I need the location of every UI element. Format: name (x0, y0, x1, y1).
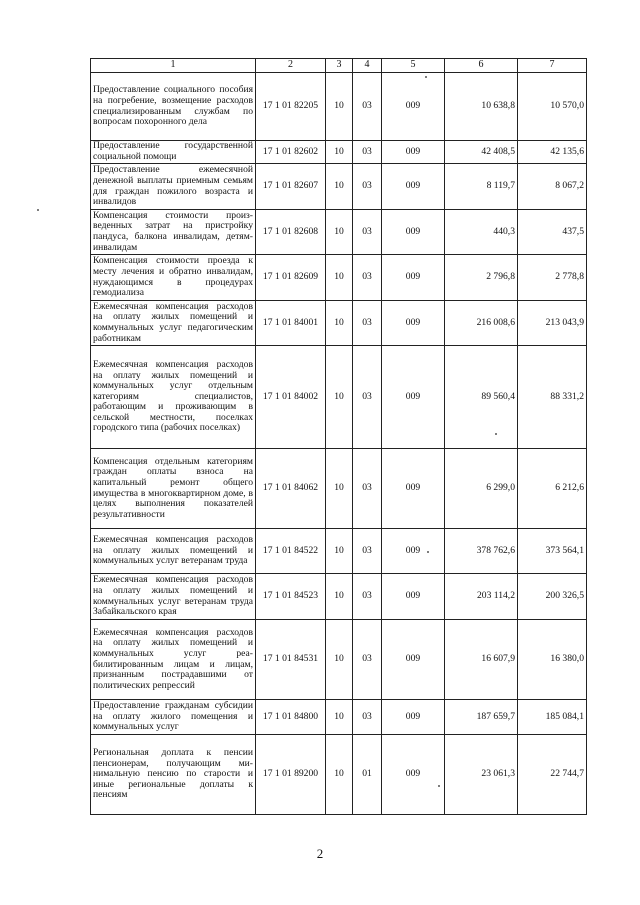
row-amount-cell: 203 114,2 (445, 574, 518, 620)
table-row (91, 141, 587, 164)
row-section-cell: 10 (326, 529, 353, 574)
scan-speck (425, 76, 427, 78)
row-section-cell: 10 (326, 346, 353, 449)
row-amount-cell: 216 008,6 (445, 301, 518, 346)
row-section-cell: 10 (326, 255, 353, 301)
scan-speck (37, 209, 39, 211)
row-section-cell: 10 (326, 73, 353, 141)
row-name-cell: Предоставление государственной социальной помощи (91, 141, 256, 164)
row-code-cell: 17 1 01 82205 (256, 73, 326, 141)
row-amount-cell: 187 659,7 (445, 700, 518, 735)
row-subsection-cell: 03 (353, 301, 382, 346)
row-code-cell: 17 1 01 84062 (256, 449, 326, 529)
row-expense-type-cell: 009 (382, 210, 445, 255)
row-amount-cell: 10 638,8 (445, 73, 518, 141)
row-code-cell: 17 1 01 82602 (256, 141, 326, 164)
table-row (91, 73, 587, 141)
row-amount-alt-cell: 16 380,0 (518, 620, 587, 700)
row-name-cell: Компенсация стоимости произведенных затрат на пристройку пандуса, балкона инвалидам, детям-инвалидам (91, 210, 256, 255)
table-row (91, 255, 587, 301)
column-header-2: 2 (256, 59, 326, 73)
column-header-4: 4 (353, 59, 382, 73)
row-subsection-cell: 01 (353, 735, 382, 815)
row-amount-alt-cell: 6 212,6 (518, 449, 587, 529)
column-header-3: 3 (326, 59, 353, 73)
row-amount-alt-cell: 88 331,2 (518, 346, 587, 449)
table-row (91, 529, 587, 574)
budget-table (90, 58, 587, 815)
scan-speck (427, 551, 429, 553)
row-section-cell: 10 (326, 449, 353, 529)
row-name-cell: Компенсация стоимости проезда к месту лечения и обратно инвалидам, нуждающимся в процедурах гемодиализа (91, 255, 256, 301)
table-row (91, 574, 587, 620)
row-amount-alt-cell: 213 043,9 (518, 301, 587, 346)
row-section-cell: 10 (326, 700, 353, 735)
row-expense-type-cell: 009 (382, 735, 445, 815)
row-section-cell: 10 (326, 735, 353, 815)
row-name-cell: Региональная доплата к пенсии пенсионерам, получающим минимальную пенсию по старости и иные региональные доплаты к пенсиям (91, 735, 256, 815)
row-name-cell: Ежемесячная компенсация расходов на оплату жилых помещений и коммунальных услуг педагогическим работникам (91, 301, 256, 346)
row-amount-cell: 8 119,7 (445, 164, 518, 210)
row-amount-cell: 89 560,4 (445, 346, 518, 449)
row-code-cell: 17 1 01 84002 (256, 346, 326, 449)
row-name-cell: Предоставление гражданам субсидии на оплату жилого помещения и коммунальных услуг (91, 700, 256, 735)
table-row (91, 210, 587, 255)
scan-speck (495, 433, 497, 435)
row-expense-type-cell: 009 (382, 449, 445, 529)
row-amount-alt-cell: 200 326,5 (518, 574, 587, 620)
row-expense-type-cell: 009 (382, 255, 445, 301)
row-section-cell: 10 (326, 141, 353, 164)
row-subsection-cell: 03 (353, 700, 382, 735)
row-code-cell: 17 1 01 84800 (256, 700, 326, 735)
row-code-cell: 17 1 01 89200 (256, 735, 326, 815)
row-name-cell: Предоставление социального пособия на погребение, возмещение расходов специализированным службам по вопросам похоронного дела (91, 73, 256, 141)
column-header-5: 5 (382, 59, 445, 73)
column-header-6: 6 (445, 59, 518, 73)
table-row (91, 164, 587, 210)
table-row (91, 346, 587, 449)
row-section-cell: 10 (326, 574, 353, 620)
row-amount-alt-cell: 8 067,2 (518, 164, 587, 210)
row-code-cell: 17 1 01 84522 (256, 529, 326, 574)
row-amount-cell: 2 796,8 (445, 255, 518, 301)
row-subsection-cell: 03 (353, 529, 382, 574)
table-body (91, 73, 587, 815)
row-expense-type-cell: 009 (382, 700, 445, 735)
row-expense-type-cell: 009 (382, 620, 445, 700)
row-amount-cell: 23 061,3 (445, 735, 518, 815)
row-section-cell: 10 (326, 210, 353, 255)
row-code-cell: 17 1 01 84531 (256, 620, 326, 700)
row-amount-alt-cell: 373 564,1 (518, 529, 587, 574)
budget-table-sheet (90, 58, 586, 815)
row-name-cell: Ежемесячная компенсация расходов на оплату жилых помещений и коммунальных услуг отдельным категориям специалистов, работающим и проживающим в сельской местности, поселках городского типа (рабочих поселках) (91, 346, 256, 449)
table-row (91, 735, 587, 815)
row-code-cell: 17 1 01 82607 (256, 164, 326, 210)
row-amount-cell: 378 762,6 (445, 529, 518, 574)
row-subsection-cell: 03 (353, 346, 382, 449)
row-subsection-cell: 03 (353, 141, 382, 164)
row-expense-type-cell: 009 (382, 346, 445, 449)
row-code-cell: 17 1 01 82608 (256, 210, 326, 255)
row-amount-alt-cell: 185 084,1 (518, 700, 587, 735)
row-expense-type-cell: 009 (382, 73, 445, 141)
row-amount-alt-cell: 22 744,7 (518, 735, 587, 815)
row-amount-alt-cell: 437,5 (518, 210, 587, 255)
row-subsection-cell: 03 (353, 574, 382, 620)
row-expense-type-cell: 009 (382, 529, 445, 574)
row-name-cell: Ежемесячная компенсация расходов на оплату жилых помещений и коммунальных услуг ветеранам труда (91, 529, 256, 574)
row-subsection-cell: 03 (353, 620, 382, 700)
table-row (91, 620, 587, 700)
row-name-cell: Компенсация отдельным категориям граждан оплаты взноса на капитальный ремонт общего имущества в многоквартирном доме, в целях выполнения показателей результативности (91, 449, 256, 529)
row-amount-cell: 42 408,5 (445, 141, 518, 164)
header-row (91, 59, 587, 73)
row-name-cell: Предоставление ежемесячной денежной выплаты приемным семьям для граждан пожилого возраста и инвалидов (91, 164, 256, 210)
table-row (91, 301, 587, 346)
scan-speck (438, 785, 440, 787)
row-code-cell: 17 1 01 84001 (256, 301, 326, 346)
row-subsection-cell: 03 (353, 255, 382, 301)
row-code-cell: 17 1 01 84523 (256, 574, 326, 620)
row-section-cell: 10 (326, 301, 353, 346)
row-amount-alt-cell: 2 778,8 (518, 255, 587, 301)
row-amount-alt-cell: 42 135,6 (518, 141, 587, 164)
row-expense-type-cell: 009 (382, 141, 445, 164)
row-subsection-cell: 03 (353, 73, 382, 141)
row-name-cell: Ежемесячная компенсация расходов на оплату жилых помещений и коммунальных услуг ветеранам труда Забайкальского края (91, 574, 256, 620)
row-code-cell: 17 1 01 82609 (256, 255, 326, 301)
row-amount-cell: 440,3 (445, 210, 518, 255)
page-number: 2 (316, 846, 324, 861)
table-row (91, 700, 587, 735)
table-row (91, 449, 587, 529)
row-name-cell: Ежемесячная компенсация расходов на оплату жилых помещений и коммунальных услуг реабилитированным лицам и лицам, признанным пострадавшими от политических репрессий (91, 620, 256, 700)
row-subsection-cell: 03 (353, 164, 382, 210)
row-amount-cell: 6 299,0 (445, 449, 518, 529)
row-subsection-cell: 03 (353, 449, 382, 529)
row-section-cell: 10 (326, 164, 353, 210)
row-amount-alt-cell: 10 570,0 (518, 73, 587, 141)
column-header-1: 1 (91, 59, 256, 73)
row-subsection-cell: 03 (353, 210, 382, 255)
row-expense-type-cell: 009 (382, 164, 445, 210)
row-amount-cell: 16 607,9 (445, 620, 518, 700)
row-expense-type-cell: 009 (382, 574, 445, 620)
row-section-cell: 10 (326, 620, 353, 700)
row-expense-type-cell: 009 (382, 301, 445, 346)
column-header-7: 7 (518, 59, 587, 73)
